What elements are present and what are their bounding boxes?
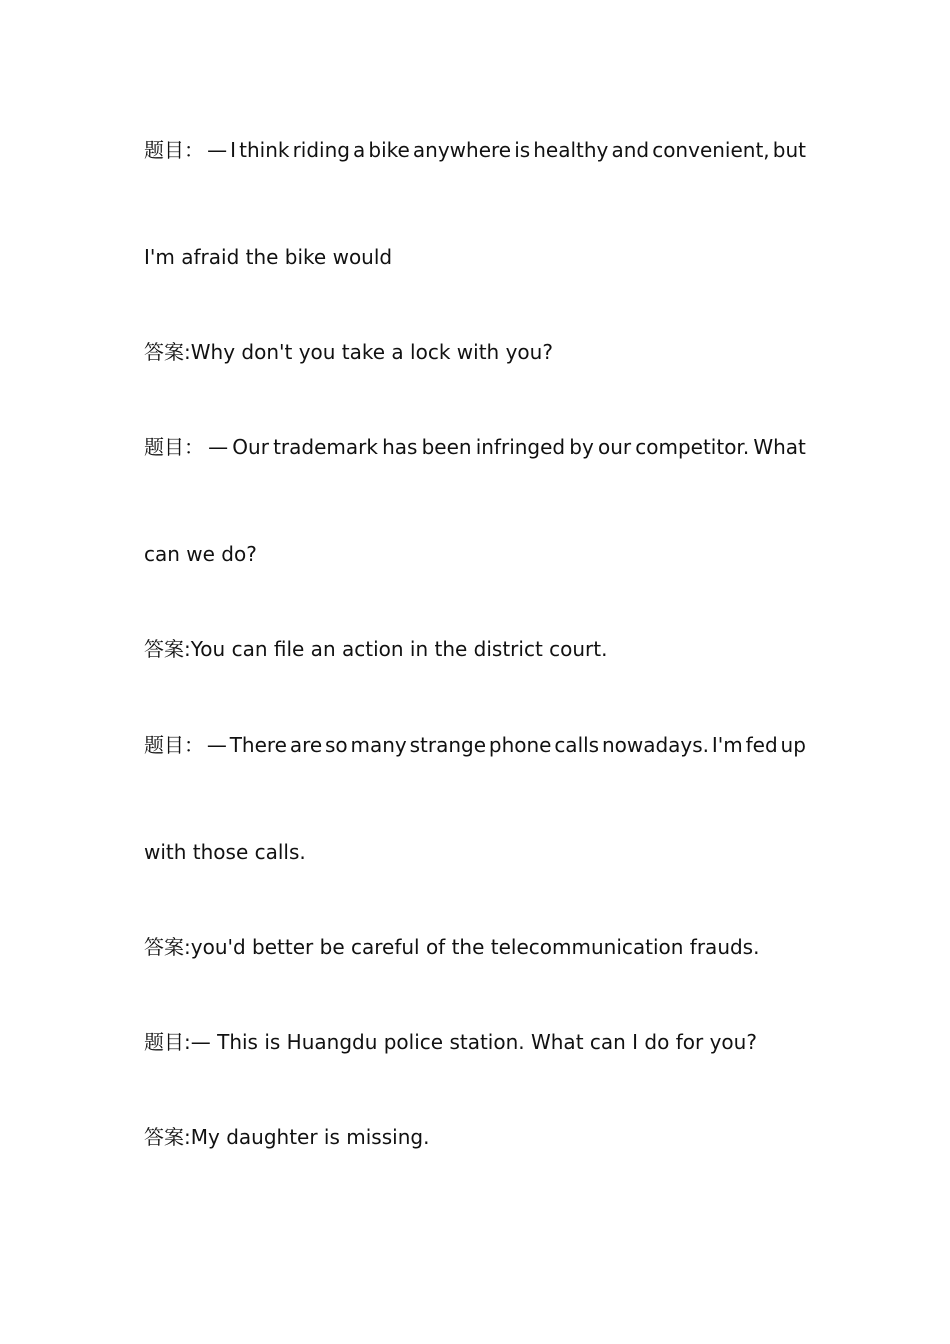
answer-4-text: My daughter is missing. xyxy=(190,1125,430,1149)
question-4-text: — This is Huangdu police station. What can I do for you? xyxy=(190,1030,757,1054)
question-1-label: 题目： xyxy=(144,138,204,162)
q3-word: many xyxy=(350,733,407,757)
question-3-line-1 xyxy=(144,733,806,757)
answer-1 xyxy=(144,340,806,364)
answer-2-text: You can file an action in the district court. xyxy=(190,637,608,661)
q2-word: trademark xyxy=(273,435,378,459)
q3-word: There xyxy=(229,733,287,757)
q3-word: fed xyxy=(745,733,778,757)
q1-word: bike xyxy=(368,138,410,162)
q1-word: healthy xyxy=(533,138,609,162)
q2-word: — xyxy=(208,435,229,459)
answer-3 xyxy=(144,935,806,959)
q2-word: What xyxy=(753,435,806,459)
q3-word: are xyxy=(289,733,323,757)
question-1-line-2: I'm afraid the bike would xyxy=(144,245,393,269)
q2-word: competitor. xyxy=(635,435,750,459)
q3-word: calls xyxy=(554,733,600,757)
q2-word: infringed xyxy=(475,435,566,459)
q3-word: I'm xyxy=(711,733,743,757)
q1-word: is xyxy=(514,138,531,162)
answer-3-text: you'd better be careful of the telecommunication frauds. xyxy=(190,935,760,959)
question-2-line-1 xyxy=(144,435,806,459)
q1-word: think xyxy=(239,138,290,162)
q2-word: has xyxy=(382,435,418,459)
q1-word: anywhere xyxy=(412,138,512,162)
q3-word: phone xyxy=(488,733,552,757)
q1-word: — xyxy=(207,138,228,162)
question-4-line-1 xyxy=(144,1030,806,1054)
answer-4 xyxy=(144,1125,806,1149)
question-2-line-2: can we do? xyxy=(144,542,257,566)
question-2-label: 题目： xyxy=(144,435,204,459)
question-3-line-2: with those calls. xyxy=(144,840,306,864)
q3-word: up xyxy=(780,733,806,757)
q2-word: Our xyxy=(232,435,269,459)
q1-word: convenient, xyxy=(652,138,770,162)
q3-word: nowadays. xyxy=(601,733,710,757)
q1-word: but xyxy=(772,138,806,162)
answer-1-label: 答案: xyxy=(144,340,191,364)
q1-word: I xyxy=(230,138,237,162)
q2-word: been xyxy=(421,435,472,459)
question-3-label: 题目： xyxy=(144,733,204,757)
q2-word: by xyxy=(569,435,594,459)
answer-3-label: 答案: xyxy=(144,935,191,959)
q3-word: so xyxy=(325,733,348,757)
q2-word: our xyxy=(597,435,632,459)
answer-2-label: 答案: xyxy=(144,637,191,661)
q1-word: a xyxy=(353,138,366,162)
question-1-line-1 xyxy=(144,138,806,162)
question-4-label: 题目: xyxy=(144,1030,191,1054)
answer-1-text: Why don't you take a lock with you? xyxy=(190,340,553,364)
answer-4-label: 答案: xyxy=(144,1125,191,1149)
answer-2 xyxy=(144,637,806,661)
q1-word: riding xyxy=(292,138,350,162)
q3-word: strange xyxy=(409,733,487,757)
q1-word: and xyxy=(611,138,650,162)
q3-word: — xyxy=(206,733,227,757)
